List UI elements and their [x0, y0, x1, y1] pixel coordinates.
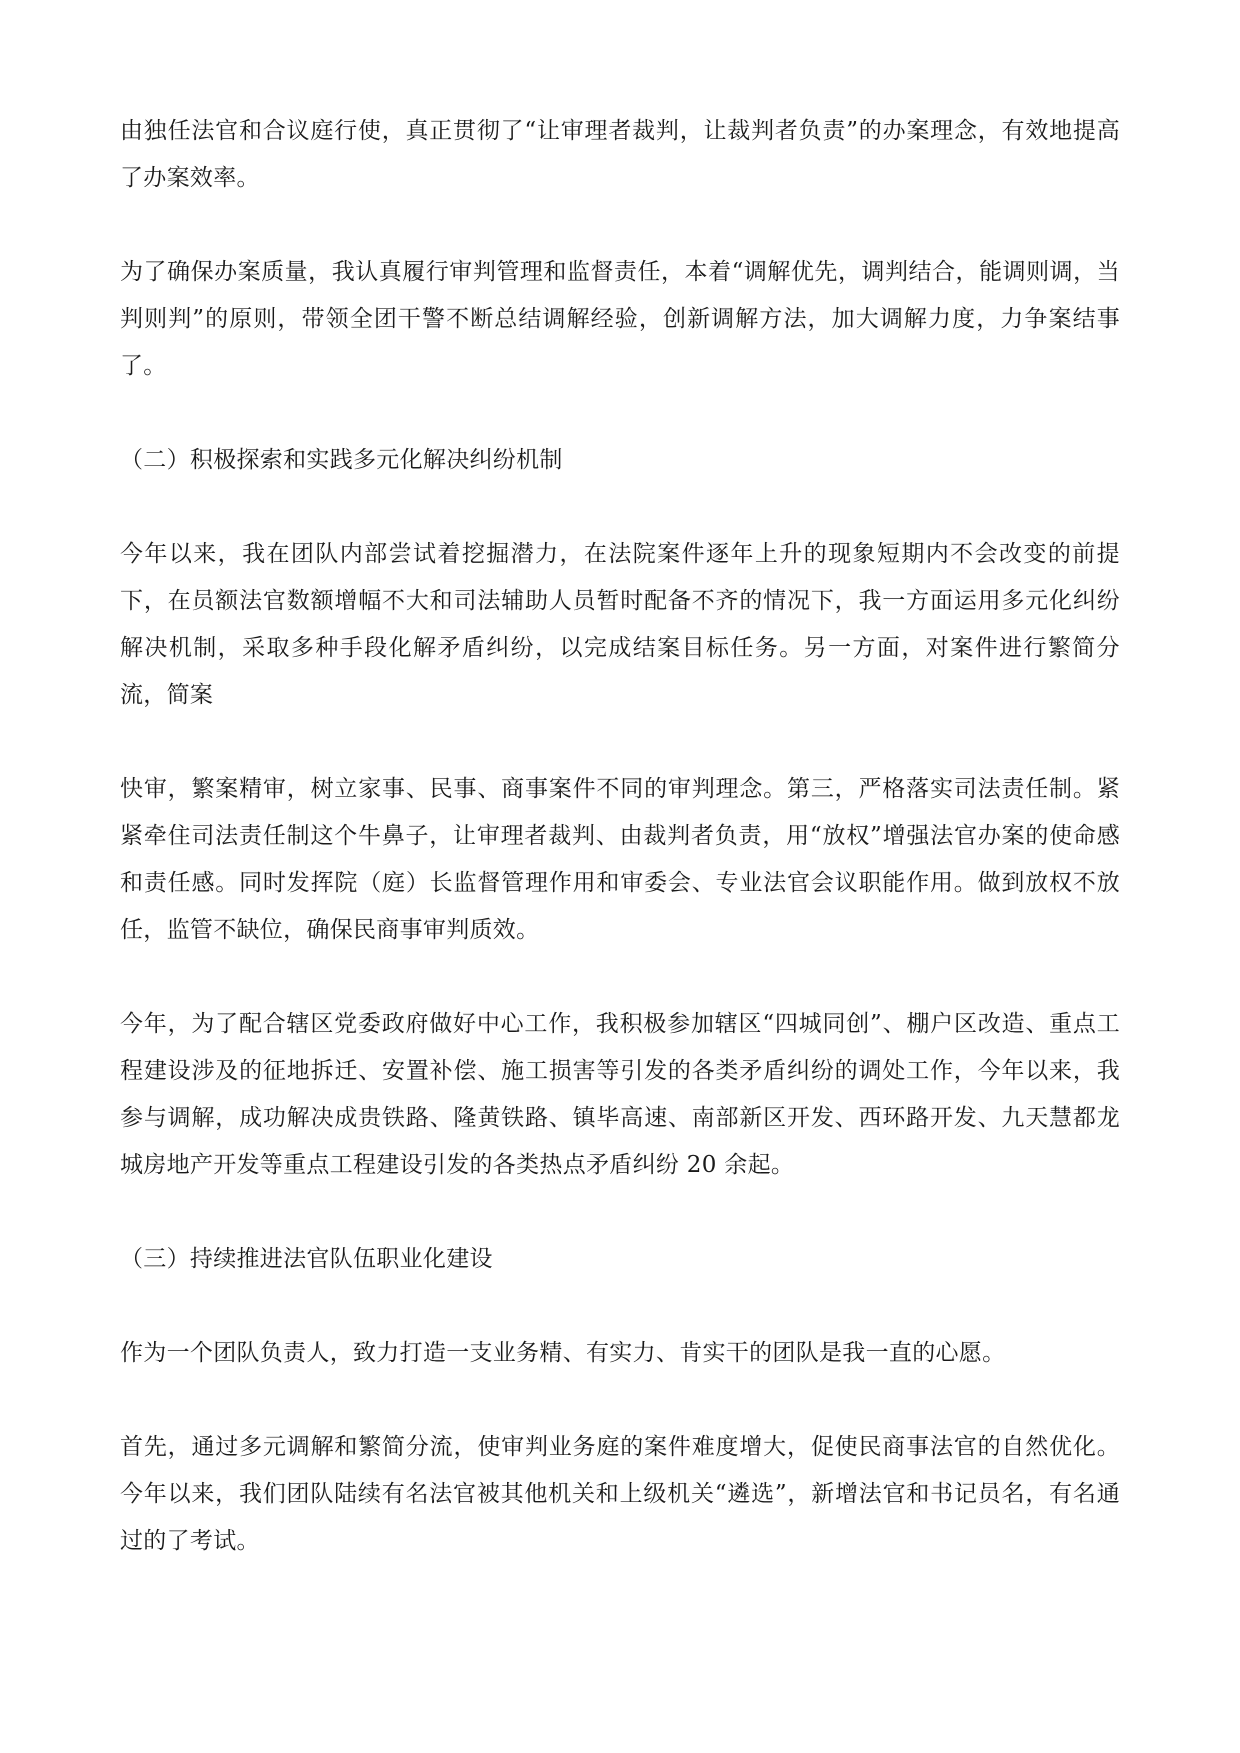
paragraph-3: 今年以来，我在团队内部尝试着挖掘潜力，在法院案件逐年上升的现象短期内不会改变的前提下，在员额法官数额增幅不大和司法辅助人员暂时配备不齐的情况下，我一方面运用多元化纠纷解决机制，采取多种手段化解矛盾纠纷，以完成结案目标任务。另一方面，对案件进行繁简分流，简案 — [120, 541, 1120, 708]
paragraph-gap — [120, 954, 1120, 1001]
paragraph-4: 快审，繁案精审，树立家事、民事、商事案件不同的审判理念。第三，严格落实司法责任制。紧紧牵住司法责任制这个牛鼻子，让审理者裁判、由裁判者负责，用“放权”增强法官办案的使命感和责任感。同时发挥院（庭）长监督管理作用和审委会、专业法官会议职能作用。做到放权不放任，监管不缺位，确保民商事审判质效。 — [120, 776, 1120, 943]
section-heading-2: （二）积极探索和实践多元化解决纠纷机制 — [120, 447, 563, 473]
document-page — [120, 108, 1120, 1565]
paragraph-7: 首先，通过多元调解和繁简分流，使审判业务庭的案件难度增大，促使民商事法官的自然优化。今年以来，我们团队陆续有名法官被其他机关和上级机关“遴选”，新增法官和书记员名，有名通过的了考试。 — [120, 1434, 1120, 1554]
section-heading-3: （三）持续推进法官队伍职业化建设 — [120, 1246, 493, 1272]
paragraph-gap — [120, 1189, 1120, 1236]
paragraph-6: 作为一个团队负责人，致力打造一支业务精、有实力、肯实干的团队是我一直的心愿。 — [120, 1340, 1006, 1366]
paragraph-1: 由独任法官和合议庭行使，真正贯彻了“让审理者裁判，让裁判者负责”的办案理念，有效地提高了办案效率。 — [120, 118, 1120, 191]
paragraph-5: 今年，为了配合辖区党委政府做好中心工作，我积极参加辖区“四城同创”、棚户区改造、重点工程建设涉及的征地拆迁、安置补偿、施工损害等引发的各类矛盾纠纷的调处工作，今年以来，我参与调解，成功解决成贵铁路、隆黄铁路、镇毕高速、南部新区开发、西环路开发、九天慧都龙城房地产开发等重点工程建设引发的各类热点矛盾纠纷 20 余起。 — [120, 1011, 1120, 1178]
paragraph-gap — [120, 1377, 1120, 1424]
paragraph-gap — [120, 1283, 1120, 1330]
paragraph-2: 为了确保办案质量，我认真履行审判管理和监督责任，本着“调解优先，调判结合，能调则调，当判则判”的原则，带领全团干警不断总结调解经验，创新调解方法，加大调解力度，力争案结事了。 — [120, 259, 1120, 379]
paragraph-gap — [120, 719, 1120, 766]
paragraph-gap — [120, 484, 1120, 531]
paragraph-gap — [120, 390, 1120, 437]
paragraph-gap — [120, 202, 1120, 249]
